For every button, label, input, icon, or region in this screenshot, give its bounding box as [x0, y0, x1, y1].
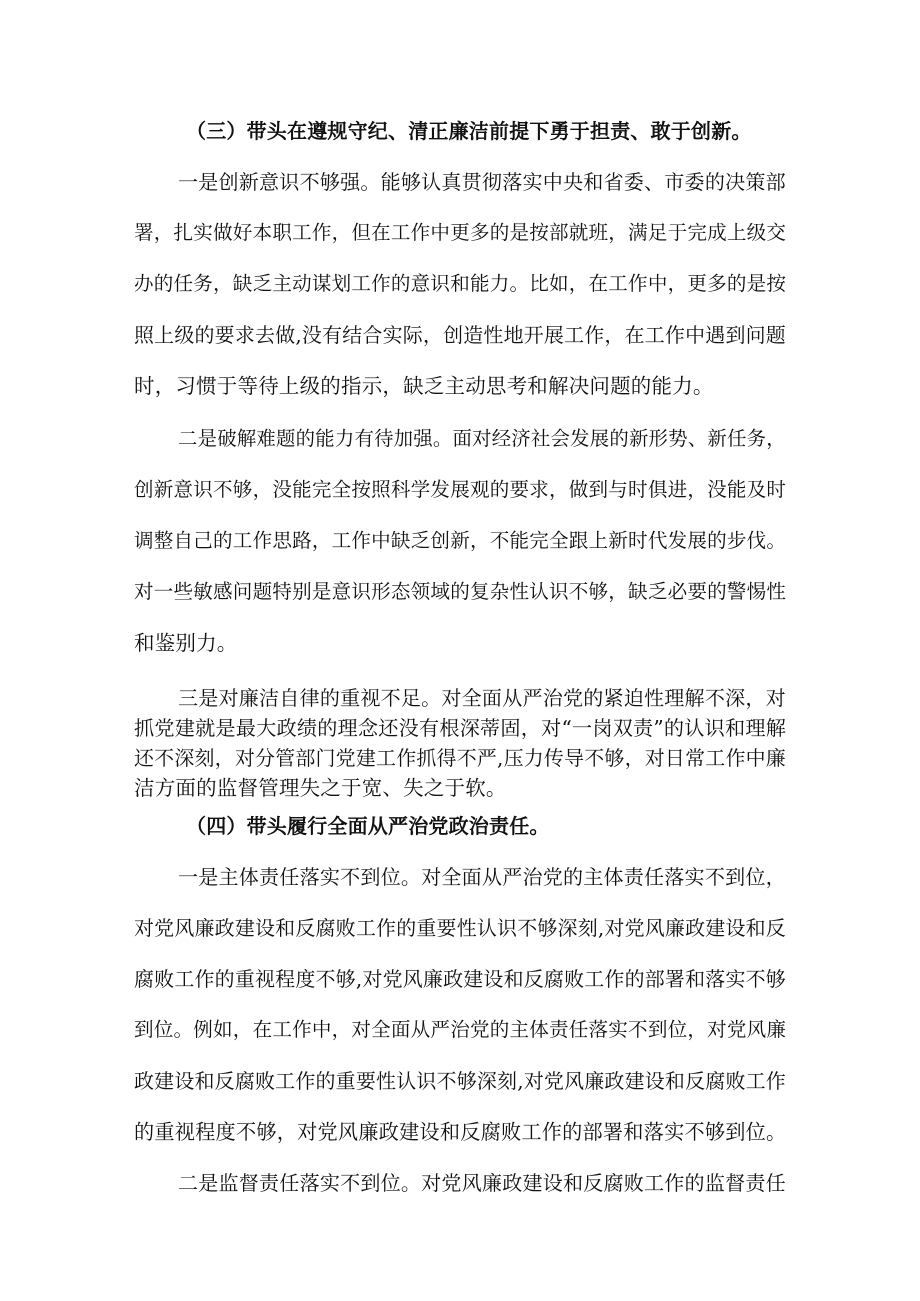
text-line: 办的任务，缺乏主动谋划工作的意识和能力。比如，在工作中，更多的是按: [134, 272, 787, 295]
section-heading-4: （四）带头履行全面从严治党政治责任。: [186, 814, 550, 838]
text-line: 对一些敏感问题特别是意识形态领域的复杂性认识不够，缺乏必要的警惕性: [134, 580, 787, 603]
text-line: 腐败工作的重视程度不够,对党风廉政建设和反腐败工作的部署和落实不够: [134, 967, 786, 991]
text-line: 的重视程度不够，对党风廉政建设和反腐败工作的部署和落实不够到位。: [134, 1120, 787, 1144]
text-line: 还不深刻，对分管部门党建工作抓得不严,压力传导不够，对日常工作中廉: [134, 746, 786, 770]
text-line: 到位。例如，在工作中，对全面从严治党的主体责任落实不到位，对党风廉: [134, 1018, 787, 1041]
text-line: 署，扎实做好本职工作，但在工作中更多的是按部就班，满足于完成上级交: [134, 221, 787, 244]
text-line: 创新意识不够，没能完全按照科学发展观的要求，做到与时俱进，没能及时: [134, 478, 787, 501]
section-heading-3: （三）带头在遵规守纪、清正廉洁前提下勇于担责、敢于创新。: [186, 119, 752, 143]
text-line: 一是创新意识不够强。能够认真贯彻落实中央和省委、市委的决策部: [178, 170, 786, 194]
text-line: 二是破解难题的能力有待加强。面对经济社会发展的新形势、新任务，: [178, 427, 786, 450]
text-line: 三是对廉洁自律的重视不足。对全面从严治党的紧迫性理解不深，对: [178, 686, 786, 710]
text-line: 时，习惯于等待上级的指示，缺乏主动思考和解决问题的能力。: [134, 374, 714, 398]
text-line: 洁方面的监督管理失之于宽、失之于软。: [134, 776, 507, 800]
text-line: 照上级的要求去做,没有结合实际，创造性地开展工作，在工作中遇到问题: [134, 323, 786, 347]
text-line: 一是主体责任落实不到位。对全面从严治党的主体责任落实不到位，: [178, 865, 786, 889]
text-line: 政建设和反腐败工作的重要性认识不够深刻,对党风廉政建设和反腐败工作: [134, 1069, 786, 1093]
text-line: 抓党建就是最大政绩的理念还没有根深蒂固，对“一岗双责”的认识和理解: [134, 716, 787, 740]
text-line: 二是监督责任落实不到位。对党风廉政建设和反腐败工作的监督责任: [178, 1171, 786, 1195]
text-line: 和鉴别力。: [134, 631, 238, 655]
text-line: 对党风廉政建设和反腐败工作的重要性认识不够深刻,对党风廉政建设和反: [134, 916, 786, 940]
text-line: 调整自己的工作思路，工作中缺乏创新，不能完全跟上新时代发展的步伐。: [134, 529, 787, 552]
